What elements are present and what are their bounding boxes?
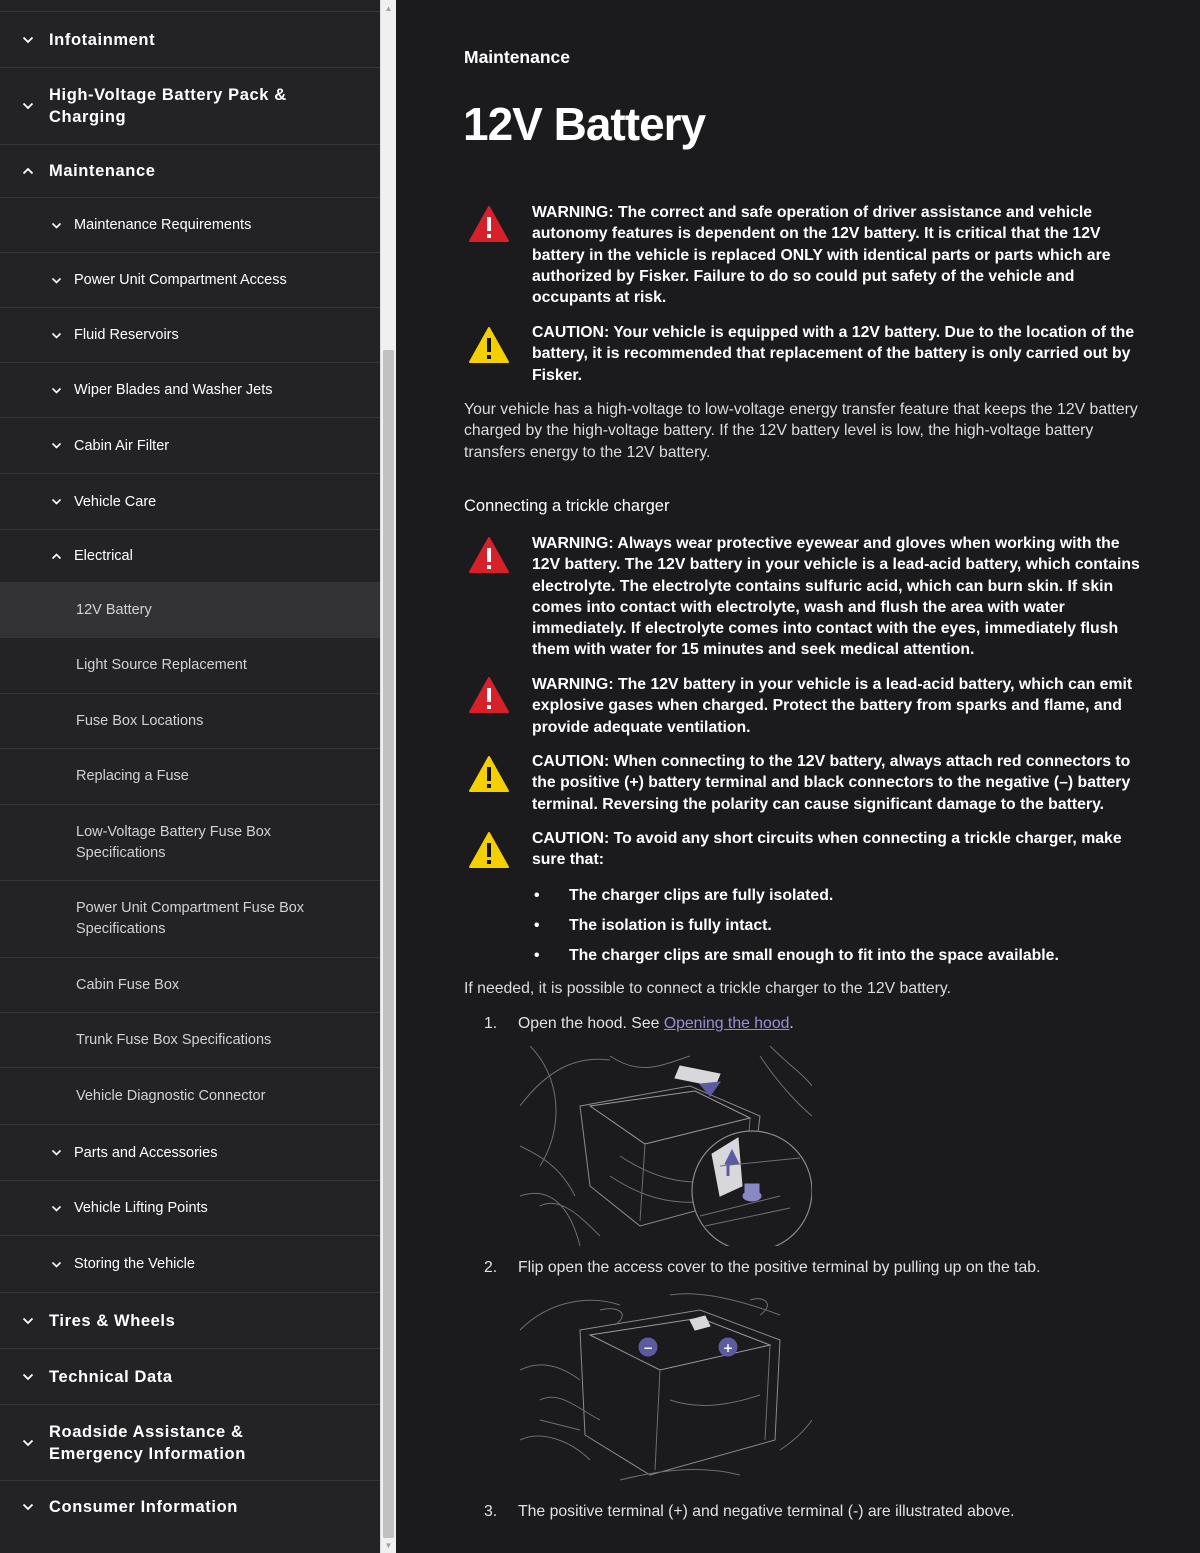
sidebar-item-high-voltage-battery[interactable] — [0, 67, 380, 144]
sidebar-item-label: Wiper Blades and Washer Jets — [74, 382, 273, 398]
battery-terminals-illustration — [520, 1290, 812, 1490]
sidebar-item-fuse-box-locations[interactable] — [0, 693, 380, 748]
chevron-down-icon — [49, 1146, 63, 1160]
bullet-dot: • — [534, 947, 540, 964]
opening-the-hood-link[interactable]: Opening the hood — [663, 1015, 790, 1032]
chevron-down-icon — [21, 1314, 35, 1328]
bullet-dot: • — [534, 917, 540, 934]
sidebar-item-electrical[interactable] — [0, 529, 380, 582]
sidebar-item-label: Parts and Accessories — [74, 1144, 218, 1161]
sidebar-item-parts-and-accessories[interactable] — [0, 1124, 380, 1180]
sidebar-item-infotainment[interactable] — [0, 11, 380, 67]
sidebar-item-label: Storing the Vehicle — [74, 1256, 195, 1272]
step-number: 2. — [484, 1259, 498, 1276]
sidebar-item-maintenance-requirements[interactable] — [0, 197, 380, 252]
caution-triangle-icon — [468, 326, 510, 364]
list-item-text: The charger clips are small enough to fit into the space available. — [569, 947, 1059, 964]
chevron-down-icon — [49, 273, 63, 287]
sidebar-item-cabin-air-filter[interactable] — [0, 417, 380, 473]
sidebar-item-label: Cabin Air Filter — [74, 437, 170, 454]
sidebar-item-label: Electrical — [74, 548, 133, 564]
caution-triangle-icon — [468, 831, 510, 869]
chevron-down-icon — [21, 99, 35, 113]
chevron-down-icon — [21, 1436, 35, 1450]
intro-paragraph: Your vehicle has a high-voltage to low-voltage energy transfer feature that keeps the 12V battery charged by the high-voltage battery. If the 12V battery level is low, the high-voltage battery transfers energy to the 12V battery. — [464, 401, 1138, 461]
caution-notice-text: CAUTION: When connecting to the 12V battery, always attach red connectors to the positive (+) battery terminal and black connectors to the negative (–) battery terminal. Reversing the polarity can cause significant damage to the battery. — [532, 753, 1131, 813]
chevron-down-icon — [49, 383, 63, 397]
warning-triangle-icon — [468, 536, 510, 574]
sidebar-item-power-unit-compartment-access[interactable] — [0, 252, 380, 307]
sidebar-item-vehicle-lifting-points[interactable] — [0, 1180, 380, 1235]
step-number: 1. — [484, 1015, 498, 1032]
step-number: 3. — [484, 1503, 498, 1520]
positive-terminal-label: + — [722, 1341, 734, 1355]
scroll-up-arrow-icon[interactable]: ▲ — [384, 3, 393, 13]
chevron-down-icon — [49, 495, 63, 509]
scroll-down-arrow-icon[interactable]: ▼ — [384, 1540, 393, 1550]
chevron-down-icon — [21, 33, 35, 47]
step-text-before: Open the hood. See — [518, 1015, 664, 1032]
sidebar-item-fluid-reservoirs[interactable] — [0, 307, 380, 362]
step-text — [518, 1013, 794, 1034]
page-title: 12V Battery — [463, 98, 706, 150]
sidebar-item-storing-the-vehicle[interactable] — [0, 1235, 380, 1292]
sidebar-item-label: 12V Battery — [76, 601, 152, 618]
chevron-down-icon — [49, 1201, 63, 1215]
warning-triangle-icon — [468, 676, 510, 714]
list-item-text: The charger clips are fully isolated. — [569, 887, 834, 904]
sidebar-item-label: Roadside Assistance & Emergency Information — [49, 1422, 246, 1463]
caution-notice-text: CAUTION: Your vehicle is equipped with a 12V battery. Due to the location of the battery, it is recommended that replacement of the battery is only carried out by Fisker. — [532, 324, 1135, 384]
sidebar-item-tires-wheels[interactable] — [0, 1292, 380, 1348]
sidebar-item-wiper-blades[interactable] — [0, 362, 380, 417]
warning-notice-text: WARNING: The 12V battery in your vehicle is a lead-acid battery, which can emit explosive gases when charged. Protect the battery from sparks and flame, and provide adequate ventilation. — [532, 676, 1133, 736]
sidebar-nav — [0, 0, 380, 1553]
warning-notice-text: WARNING: Always wear protective eyewear and gloves when working with the 12V battery. The 12V battery in your vehicle is a lead-acid battery, which contains electrolyte. The electrolyte contains sulfuric acid, which can burn skin. If skin comes into contact with electrolyte, wash and flush the area with water immediately. If electrolyte comes into contact with the eyes, immediately flush them with water for 15 minutes and seek medical attention. — [532, 535, 1140, 659]
caution-triangle-icon — [468, 755, 510, 793]
chevron-down-icon — [21, 1370, 35, 1384]
sidebar-item-label: Power Unit Compartment Access — [74, 272, 287, 288]
sidebar-item-label: Tires & Wheels — [49, 1311, 176, 1330]
step-text: Flip open the access cover to the positive terminal by pulling up on the tab. — [518, 1259, 1041, 1276]
step-text-after: . — [789, 1015, 794, 1032]
sidebar-item-label: Power Unit Compartment Fuse Box Specifications — [76, 900, 305, 937]
chevron-down-icon — [21, 1500, 35, 1514]
bullet-dot: • — [534, 887, 540, 904]
sidebar-item-label: Vehicle Diagnostic Connector — [76, 1087, 266, 1104]
sidebar-item-label: Infotainment — [49, 30, 156, 49]
main-content — [396, 0, 1200, 1553]
breadcrumb[interactable]: Maintenance — [464, 47, 570, 67]
chevron-down-icon — [49, 328, 63, 342]
sidebar-item-label: Fluid Reservoirs — [74, 327, 179, 343]
sidebar-item-label: Fuse Box Locations — [76, 712, 204, 729]
sidebar-item-maintenance[interactable] — [0, 144, 380, 197]
sidebar-item-label: Cabin Fuse Box — [76, 976, 180, 993]
chevron-down-icon — [49, 439, 63, 453]
sidebar-item-consumer-information[interactable] — [0, 1480, 380, 1533]
caution-notice-text: CAUTION: To avoid any short circuits when connecting a trickle charger, make sure that: — [532, 830, 1122, 869]
sidebar-item-roadside-assistance[interactable] — [0, 1404, 380, 1480]
sidebar-item-replacing-a-fuse[interactable] — [0, 748, 380, 804]
section-heading: Connecting a trickle charger — [464, 497, 670, 515]
negative-terminal-label: − — [642, 1341, 654, 1355]
chevron-up-icon — [49, 549, 63, 563]
warning-notice-text: WARNING: The correct and safe operation of driver assistance and vehicle autonomy features is dependent on the 12V battery. It is critical that the 12V battery in the vehicle is replaced ONLY with identical parts or parts which are authorized by Fisker. Failure to do so could put safety of the vehicle and occupants at risk. — [532, 204, 1111, 307]
sidebar-item-label: Consumer Information — [49, 1498, 238, 1516]
chevron-down-icon — [49, 1257, 63, 1271]
scrollbar-thumb[interactable] — [383, 350, 394, 1538]
sidebar-item-trunk-fuse-box[interactable] — [0, 1012, 380, 1067]
sidebar-item-label: Maintenance Requirements — [74, 217, 252, 233]
sidebar-item-power-unit-fuse-box[interactable] — [0, 880, 380, 957]
sidebar-item-label: Replacing a Fuse — [76, 768, 189, 784]
hood-open-illustration — [520, 1046, 812, 1246]
warning-triangle-icon — [468, 205, 510, 243]
sidebar-item-12v-battery[interactable] — [0, 582, 380, 637]
chevron-up-icon — [21, 164, 35, 178]
chevron-down-icon — [49, 218, 63, 232]
trickle-charger-paragraph: If needed, it is possible to connect a trickle charger to the 12V battery. — [464, 980, 952, 997]
sidebar-scrollbar[interactable] — [380, 0, 396, 1553]
sidebar-item-label: Maintenance — [49, 162, 156, 180]
list-item-text: The isolation is fully intact. — [569, 917, 772, 934]
sidebar-item-label: Vehicle Care — [74, 493, 157, 510]
step-text: The positive terminal (+) and negative terminal (-) are illustrated above. — [518, 1503, 1015, 1520]
sidebar-item-label: Light Source Replacement — [76, 657, 247, 673]
sidebar-item-vehicle-care[interactable] — [0, 473, 380, 529]
sidebar-item-label: High-Voltage Battery Pack & Charging — [49, 86, 287, 126]
sidebar-item-label: Technical Data — [49, 1367, 173, 1386]
sidebar-item-low-voltage-fuse-box[interactable] — [0, 804, 380, 880]
sidebar-item-light-source-replacement[interactable] — [0, 637, 380, 693]
sidebar-item-vehicle-diagnostic-connector[interactable] — [0, 1067, 380, 1124]
sidebar-item-cabin-fuse-box[interactable] — [0, 957, 380, 1012]
sidebar-item-label: Trunk Fuse Box Specifications — [76, 1031, 272, 1048]
sidebar-item-label: Vehicle Lifting Points — [74, 1200, 208, 1216]
sidebar-item-technical-data[interactable] — [0, 1348, 380, 1404]
sidebar-item-label: Low-Voltage Battery Fuse Box Specifications — [76, 823, 272, 861]
